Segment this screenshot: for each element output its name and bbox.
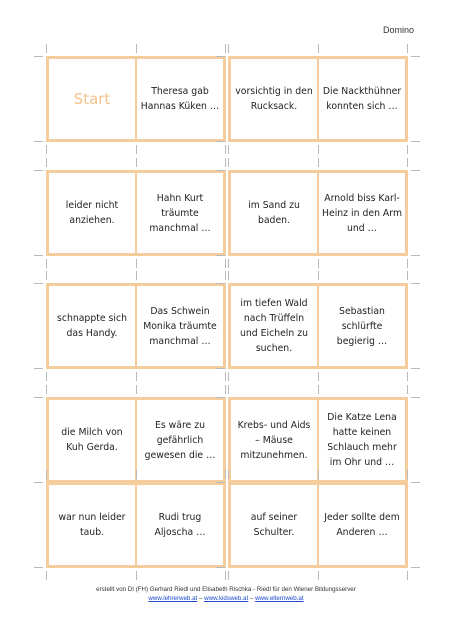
start-card: Start [46,56,136,142]
cut-mark [46,271,47,280]
cut-mark [46,385,47,394]
cut-mark [136,470,137,479]
cut-mark [228,372,229,381]
cut-mark [136,145,137,154]
cut-mark [318,571,319,580]
cut-mark [225,385,226,394]
domino-tile [46,56,226,142]
cut-mark [136,571,137,580]
cut-mark [411,482,420,483]
cut-mark [318,259,319,268]
cut-mark [46,470,47,479]
cut-mark [34,56,43,57]
cut-mark [216,368,225,369]
domino-card-half: Sebastian schlürfte begierig … [318,283,408,369]
domino-card-half: Theresa gab Hannas Küken … [136,56,226,142]
domino-tile [46,170,226,256]
cut-mark [34,567,43,568]
cut-mark [228,571,229,580]
cut-mark [411,283,420,284]
domino-card-half: war nun leider taub. [46,482,136,568]
cut-mark [46,158,47,167]
footer-separator: – [197,595,205,602]
cut-mark [216,482,225,483]
cut-mark [407,44,408,53]
cut-mark [318,470,319,479]
cut-mark [34,170,43,171]
cut-mark [216,141,225,142]
cut-mark [136,44,137,53]
cut-mark [318,372,319,381]
page-header-title: Domino [382,25,414,35]
domino-card-half: Das Schwein Monika träumte manchmal … [136,283,226,369]
cut-mark [228,385,229,394]
cut-mark [228,259,229,268]
cut-mark [318,44,319,53]
domino-tile [228,170,408,256]
cut-mark [46,145,47,154]
cut-mark [407,158,408,167]
cut-mark [228,158,229,167]
domino-tile [228,56,408,142]
cut-mark [407,372,408,381]
cut-mark [216,397,225,398]
domino-card-half: Rudi trug Aljoscha … [136,482,226,568]
cut-mark [407,259,408,268]
cut-mark [228,145,229,154]
footer-link-lehrerweb[interactable]: www.lehrerweb.at [148,595,198,602]
domino-card-half: vorsichtig in den Rucksack. [228,56,318,142]
cut-mark [136,372,137,381]
cut-mark [411,567,420,568]
domino-tile [46,482,226,568]
domino-card-half: schnappte sich das Handy. [46,283,136,369]
cut-mark [411,368,420,369]
cut-mark [318,158,319,167]
footer-links [0,594,452,603]
domino-card-half: Hahn Kurt träumte manchmal … [136,170,226,256]
cut-mark [46,571,47,580]
domino-card-half: Die Nackthühner konnten sich … [318,56,408,142]
domino-tile [228,283,408,369]
cut-mark [411,255,420,256]
cut-mark [225,44,226,53]
cut-mark [216,283,225,284]
domino-card-half: im tiefen Wald nach Trüffeln und Eicheln zu suchen. [228,283,318,369]
cut-mark [34,141,43,142]
domino-card-half: leider nicht anziehen. [46,170,136,256]
domino-tile [228,482,408,568]
cut-mark [407,385,408,394]
domino-card-half: die Milch von Kuh Gerda. [46,397,136,483]
cut-mark [411,56,420,57]
cut-mark [34,482,43,483]
cut-mark [318,271,319,280]
cut-mark [407,571,408,580]
footer-link-elternweb[interactable]: www.elternweb.at [255,595,304,602]
footer [0,585,452,603]
cut-mark [34,255,43,256]
cut-mark [136,158,137,167]
cut-mark [225,271,226,280]
footer-credit: erstellt von DI (FH) Gerhard Riedl und Elisabeth Rischka - Riedl für den Wiener Bildungsserver [96,586,356,593]
cut-mark [228,271,229,280]
cut-mark [225,571,226,580]
domino-card-half: Es wäre zu gefährlich gewesen die … [136,397,226,483]
cut-mark [411,170,420,171]
cut-mark [225,259,226,268]
cut-mark [136,385,137,394]
cut-mark [225,470,226,479]
cut-mark [46,44,47,53]
cut-mark [136,259,137,268]
cut-mark [34,283,43,284]
cut-mark [228,470,229,479]
cut-mark [216,255,225,256]
cut-mark [411,141,420,142]
cut-mark [225,145,226,154]
cut-mark [225,372,226,381]
cut-mark [216,170,225,171]
domino-card-half: Arnold biss Karl-Heinz in den Arm und … [318,170,408,256]
domino-card-half: Krebs- und Aids – Mäuse mitzunehmen. [228,397,318,483]
cut-mark [407,271,408,280]
cut-mark [34,397,43,398]
domino-card-half: Die Katze Lena hatte keinen Schlauch mehr im Ohr und … [318,397,408,483]
cut-mark [136,271,137,280]
cut-mark [46,372,47,381]
cut-mark [318,385,319,394]
domino-card-half: im Sand zu baden. [228,170,318,256]
cut-mark [225,158,226,167]
cut-mark [34,368,43,369]
cut-mark [407,470,408,479]
domino-card-half: auf seiner Schulter. [228,482,318,568]
cut-mark [216,567,225,568]
footer-separator: – [248,595,256,602]
cut-mark [228,44,229,53]
cut-mark [407,145,408,154]
cut-mark [46,259,47,268]
cut-mark [216,56,225,57]
cut-mark [411,397,420,398]
domino-card-half: Jeder sollte dem Anderen … [318,482,408,568]
cut-mark [318,145,319,154]
footer-link-kidsweb[interactable]: www.kidsweb.at [204,595,249,602]
domino-tile [46,283,226,369]
